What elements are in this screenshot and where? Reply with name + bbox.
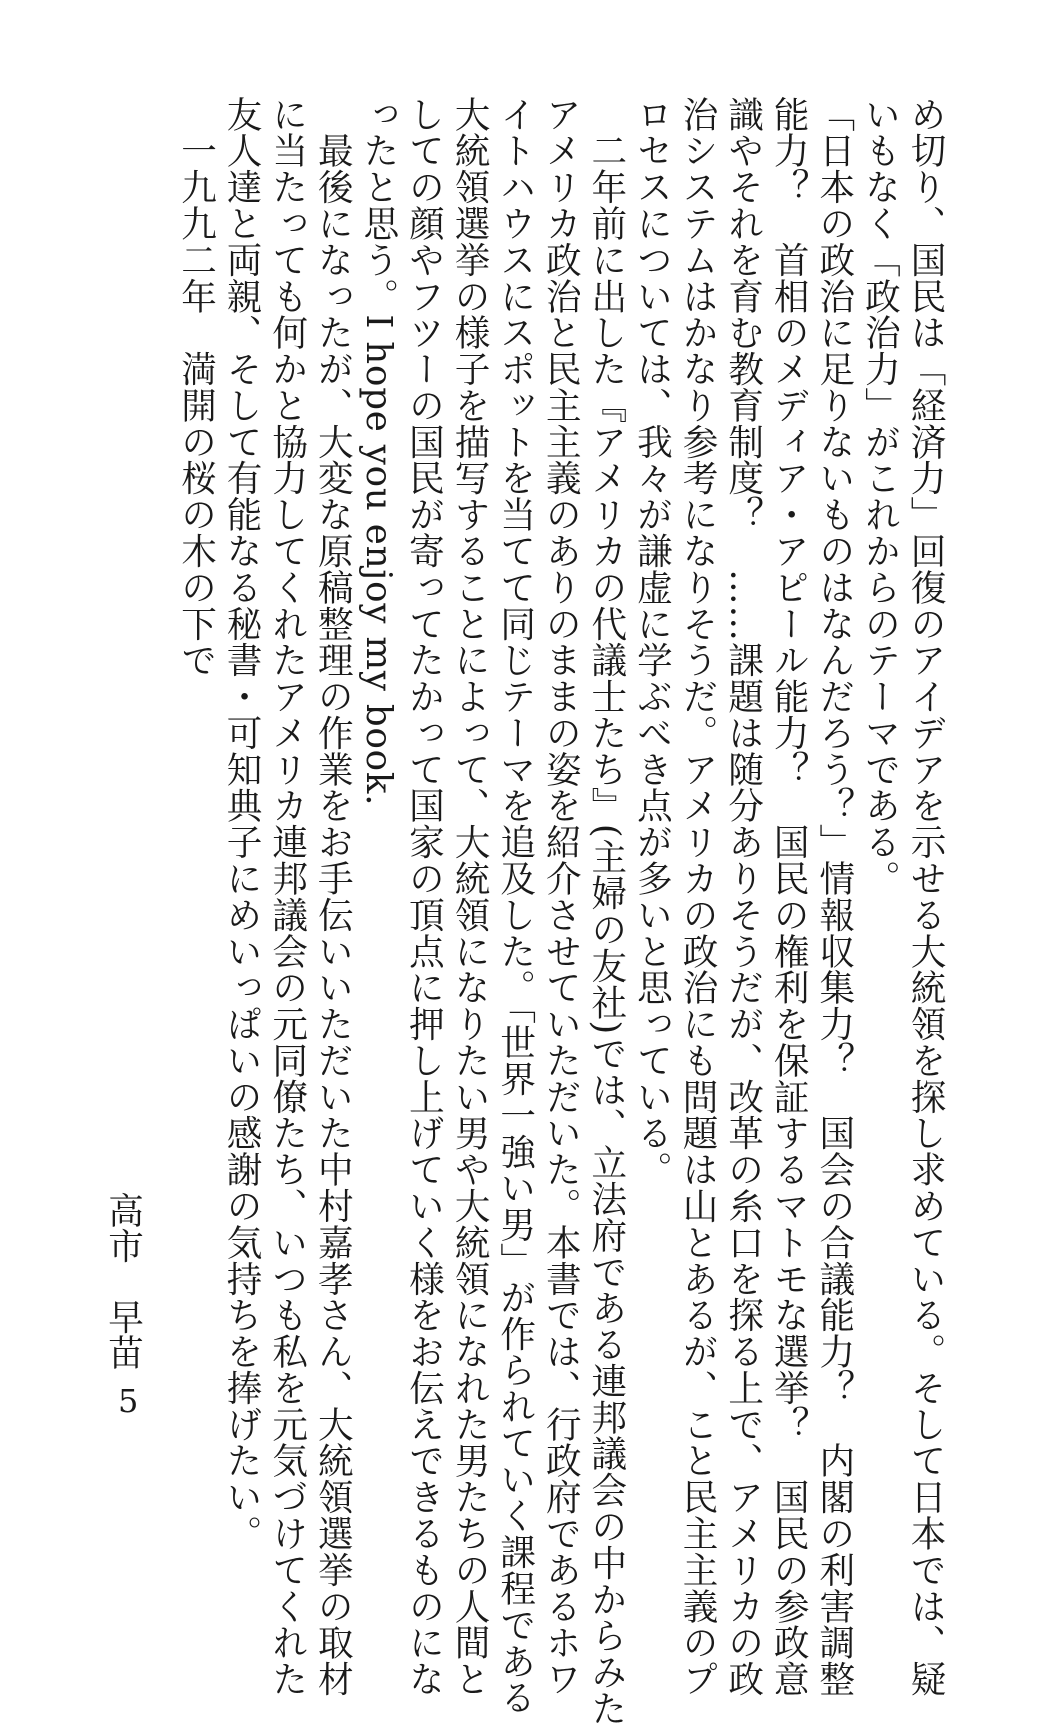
- text-line: ロセスについては、我々が謙虚に学ぶべき点が多いと思っている。: [631, 96, 673, 1188]
- text-line: 友人達と両親、そして有能なる秘書・可知典子にめいっぱいの感謝の気持ちを捧げたい。: [221, 96, 263, 1552]
- text-line: 識やそれを育む教育制度？ ……課題は随分ありそうだが、改革の糸口を探る上で、アメリカの政: [722, 96, 764, 1698]
- text-line: 治システムはかなり参考になりそうだ。アメリカの政治にも問題は山とあるが、こと民主主義のプ: [677, 96, 719, 1698]
- text-line: 一九九二年 満開の桜の木の下で: [175, 96, 217, 679]
- text-line: 大統領選挙の様子を描写することによって、大統領になりたい男や大統領になれた男たちの人間と: [449, 96, 491, 1698]
- author-signature: 高市 早苗: [102, 1192, 144, 1370]
- text-line: しての顔やフツーの国民が寄ってたかって国家の頂点に押し上げていく様をお伝えできるものにな: [403, 96, 445, 1698]
- text-line: 「日本の政治に足りないものはなんだろう？」情報収集力？ 国会の合議能力？ 内閣の利害調整: [813, 96, 855, 1698]
- text-line: イトハウスにスポットを当てて同じテーマを追及した。「世界一強い男」が作られていく課程である: [494, 96, 536, 1716]
- text-line: ったと思う。I hope you enjoy my book.: [357, 96, 399, 807]
- text-line: 最後になったが、大変な原稿整理の作業をお手伝いいただいた中村嘉孝さん、大統領選挙の取材: [312, 96, 354, 1698]
- text-line: 能力？ 首相のメディア・アピール能力？ 国民の権利を保証するマトモな選挙？ 国民の参政意: [768, 96, 810, 1698]
- text-line: アメリカ政治と民主主義のありのままの姿を紹介させていただいた。本書では、行政府であるホワ: [540, 96, 582, 1698]
- text-line: いもなく「政治力」がこれからのテーマである。: [859, 96, 901, 897]
- text-line: め切り、国民は「経済力」回復のアイデアを示せる大統領を探し求めている。そして日本では、疑: [905, 96, 946, 1698]
- text-line: に当たっても何かと協力してくれたアメリカ連邦議会の元同僚たち、いつも私を元気づけてくれた: [266, 96, 308, 1698]
- text-line: 二年前に出した『アメリカの代議士たち』(主婦の友社)では、立法府である連邦議会の中からみた: [585, 96, 627, 1727]
- page-number: 5: [118, 1382, 139, 1420]
- body-text: [173, 96, 948, 1727]
